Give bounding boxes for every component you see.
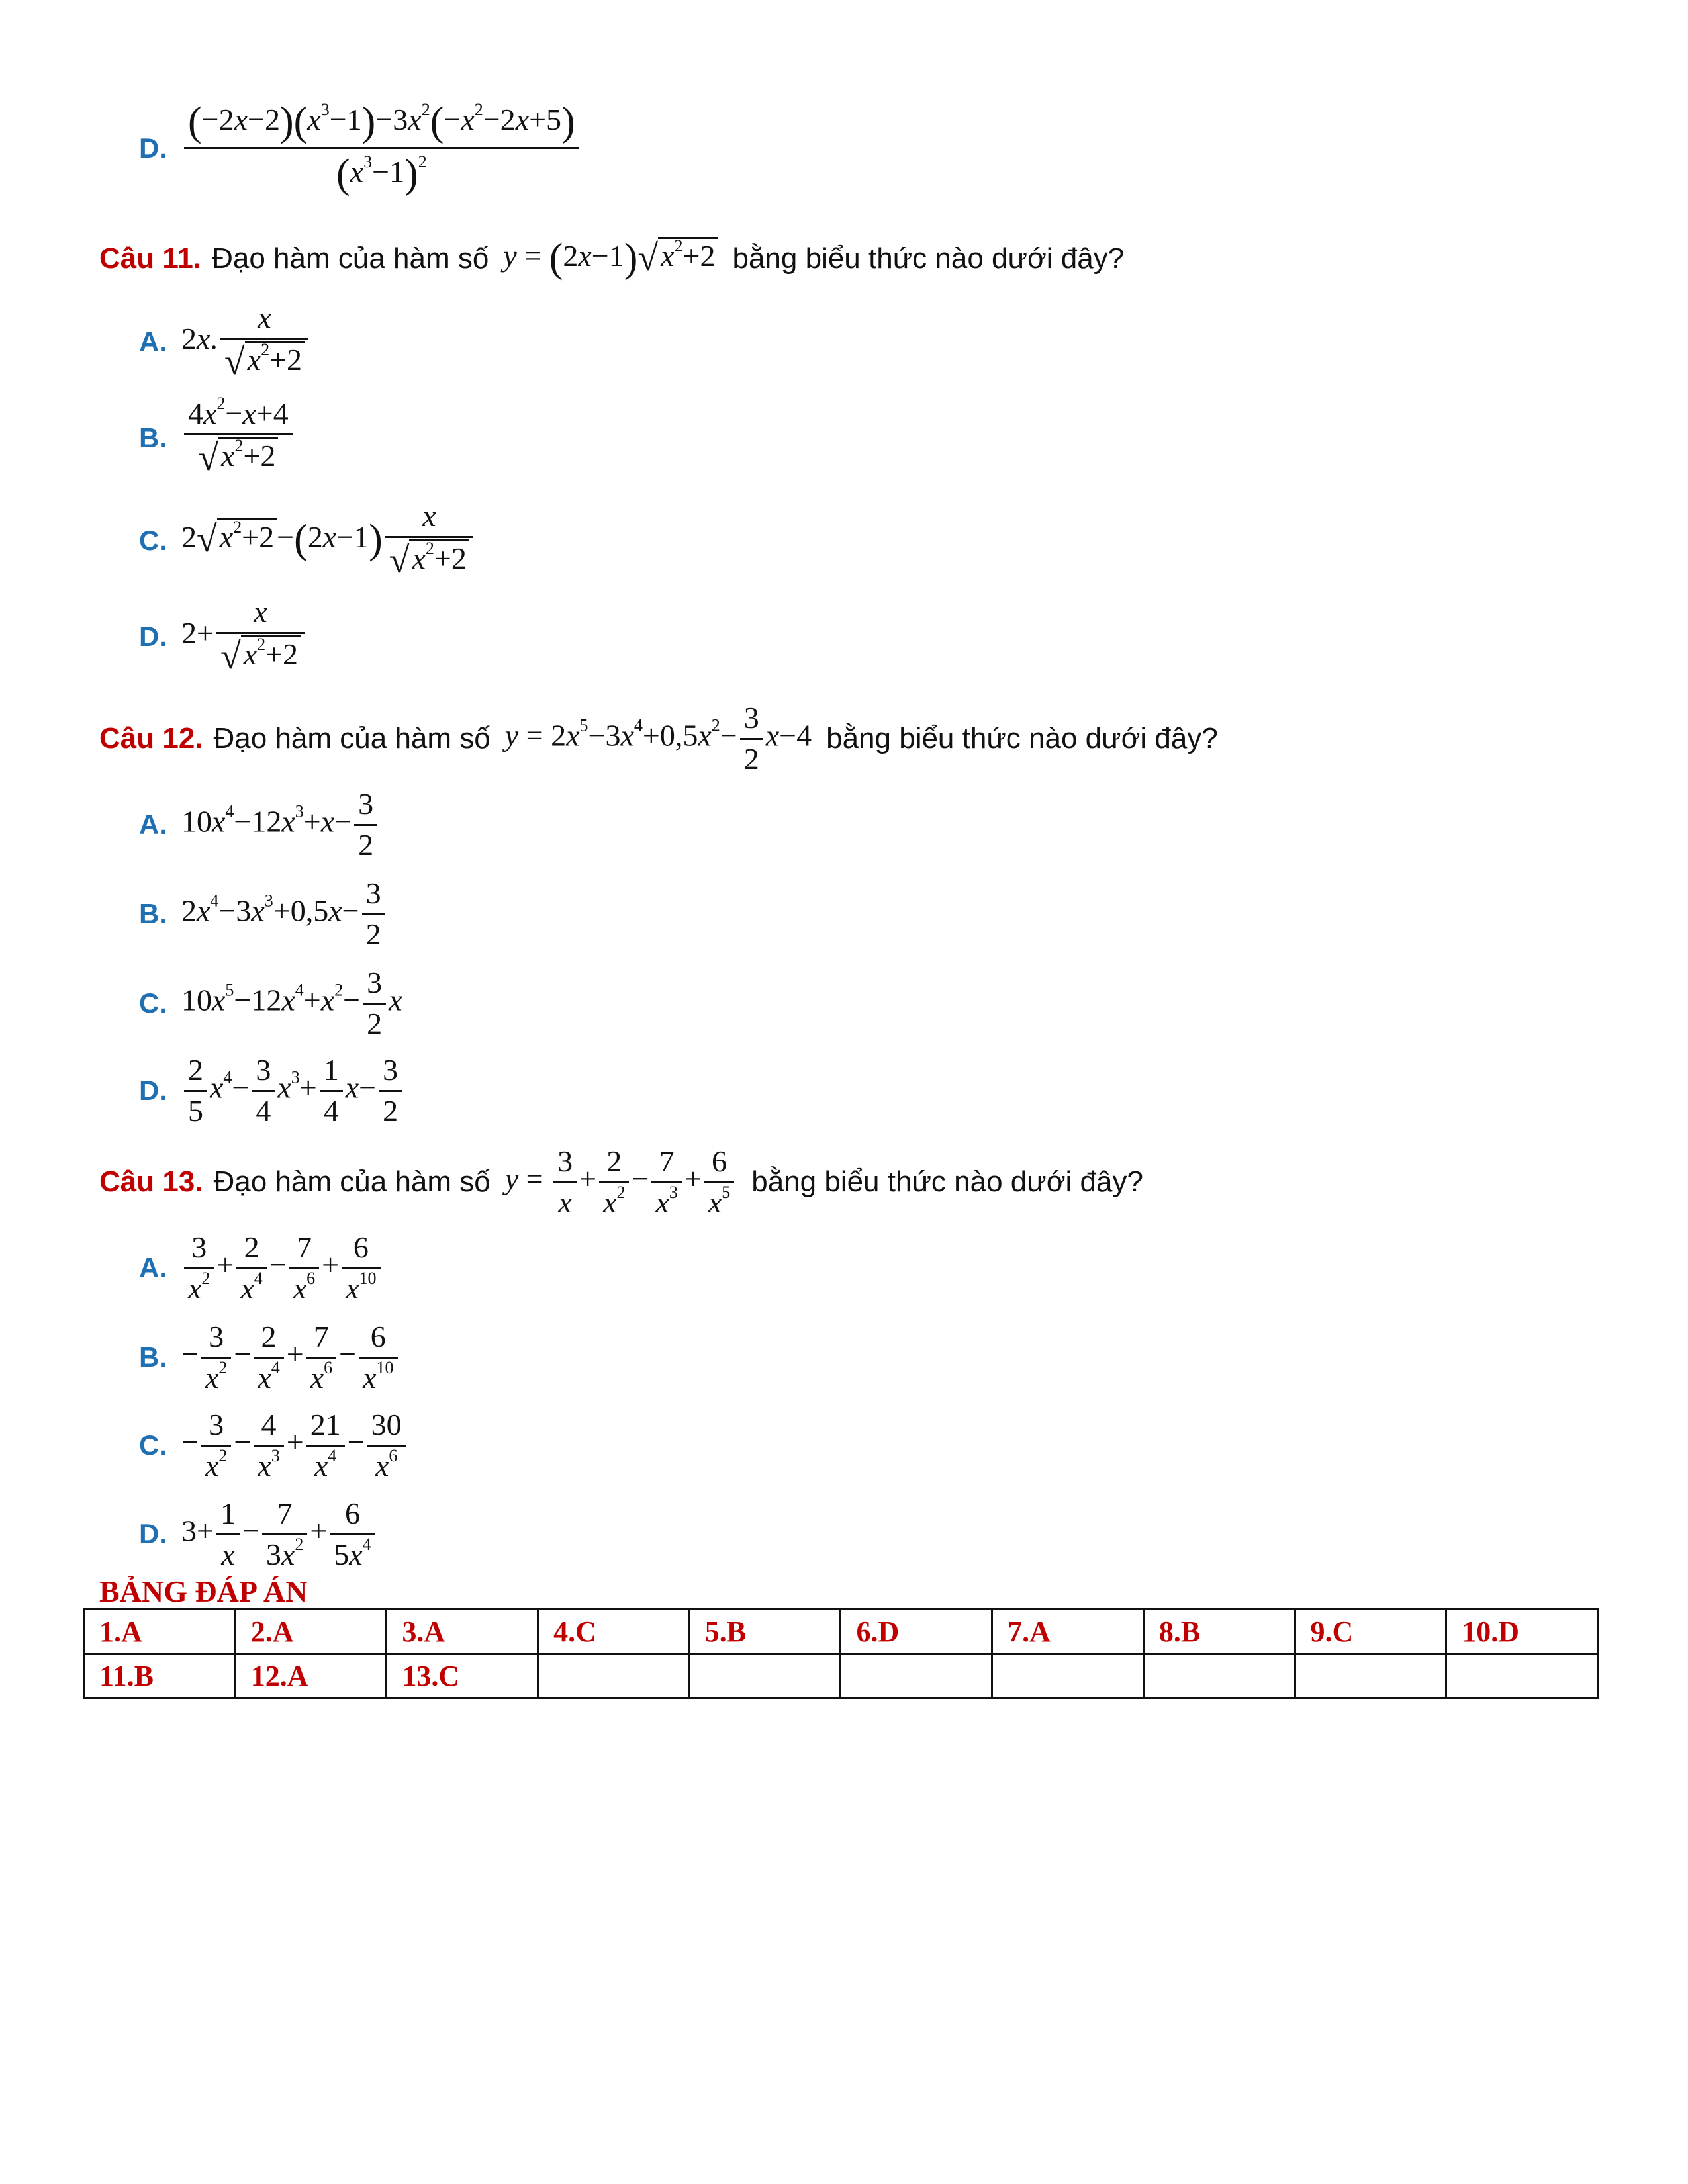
q13-option-a-formula: $\frac{3}{x^2}$ + $\frac{2}{x^4}$ − $\frac{7}{x^6}$ + $\frac{6}{x^{10}}$ — [181, 1231, 383, 1305]
q12-option-d — [139, 1054, 404, 1128]
q11-option-b — [139, 394, 295, 478]
q12-stem — [99, 702, 1218, 776]
q11-option-c — [139, 500, 476, 581]
option-label: D. — [139, 132, 167, 163]
q11-option-c-formula: $2√x^2+2-(2x-1)$ $\frac{x}{√x^2+2}$ — [181, 500, 476, 581]
answer-cell: 11.B — [84, 1654, 236, 1698]
q12-option-c-formula: $10x^5-12x^4+x^2-$ $\frac{3}{2}$ x — [181, 966, 402, 1040]
q12-option-a — [139, 788, 380, 862]
q11-option-d — [139, 596, 307, 677]
option-label: D. — [139, 1075, 167, 1107]
q11-option-a-formula: 2x. $\frac{x}{√x^2+2}$ — [181, 301, 311, 383]
answer-cell — [689, 1654, 841, 1698]
answer-cell — [841, 1654, 992, 1698]
question-tail: bằng biểu thức nào dưới đây? — [732, 242, 1125, 275]
q11-stem — [99, 235, 1124, 282]
question-label: Câu 11. — [99, 242, 202, 275]
answer-cell: 3.A — [387, 1610, 538, 1654]
q13-option-b — [139, 1320, 400, 1394]
answer-cell: 13.C — [387, 1654, 538, 1698]
question-text: Đạo hàm của hàm số — [213, 722, 491, 755]
answer-cell — [1295, 1654, 1446, 1698]
q12-option-b-formula: $2x^4-3x^3+0,5x-$ $\frac{3}{2}$ — [181, 877, 388, 951]
answer-cell: 9.C — [1295, 1610, 1446, 1654]
answer-key-title: BẢNG ĐÁP ÁN — [99, 1574, 308, 1608]
q12-option-b — [139, 877, 388, 951]
q12-option-d-formula: $\frac{2}{5}$ $x^4-$ $\frac{3}{4}$ $x^3+$ $\frac{1}{4}$ x− $\frac{3}{2}$ — [181, 1054, 404, 1128]
q13-option-b-formula: − $\frac{3}{x^2}$ − $\frac{2}{x^4}$ + $\frac{7}{x^6}$ − $\frac{6}{x^{10}}$ — [181, 1320, 400, 1394]
answer-cell: 8.B — [1143, 1610, 1295, 1654]
option-label: B. — [139, 1342, 167, 1373]
option-label: C. — [139, 524, 167, 556]
q13-stem — [99, 1145, 1143, 1219]
answer-cell: 1.A — [84, 1610, 236, 1654]
q13-option-d — [139, 1497, 378, 1571]
q11-option-a — [139, 301, 311, 383]
table-row — [84, 1610, 1598, 1654]
question-label: Câu 13. — [99, 1165, 203, 1199]
q12-option-a-formula: $10x^4-12x^3+x-$ $\frac{3}{2}$ — [181, 788, 380, 862]
q13-option-a — [139, 1231, 383, 1305]
answer-cell — [538, 1654, 690, 1698]
answer-cell: 12.A — [235, 1654, 387, 1698]
question-text: Đạo hàm của hàm số — [212, 242, 489, 275]
answer-cell: 5.B — [689, 1610, 841, 1654]
answer-cell: 7.A — [992, 1610, 1144, 1654]
question-tail: bằng biểu thức nào dưới đây? — [751, 1165, 1143, 1199]
q13-option-c-formula: − $\frac{3}{x^2}$ − $\frac{4}{x^3}$ + $\frac{21}{x^4}$ − $\frac{30}{x^6}$ — [181, 1408, 408, 1482]
answer-cell: 10.D — [1446, 1610, 1598, 1654]
question-text: Đạo hàm của hàm số — [213, 1165, 491, 1199]
option-label: B. — [139, 898, 167, 930]
answer-key-table — [83, 1608, 1599, 1699]
option-label: B. — [139, 422, 167, 453]
question-tail: bằng biểu thức nào dưới đây? — [826, 722, 1218, 755]
q13-option-d-formula: 3+ $\frac{1}{x}$ − $\frac{7}{3x^2}$ + $\frac{6}{5x^4}$ — [181, 1497, 378, 1571]
answer-cell: 4.C — [538, 1610, 690, 1654]
answer-cell — [1143, 1654, 1295, 1698]
q12-option-c — [139, 966, 402, 1040]
option-label: C. — [139, 987, 167, 1019]
q10-option-d-formula: $\frac{(-2x-2)(x^3-1)-3x^2(-x^2-2x+5)}{(x^3-1)^2}$ — [181, 99, 582, 197]
q12-function: $y = 2x^5-3x^4+0,5x^2-$ $\frac{3}{2}$ x−4 — [504, 701, 812, 776]
q13-function: y = $\frac{3}{x}$ + $\frac{2}{x^2}$ − $\frac{7}{x^3}$ + $\frac{6}{x^5}$ — [505, 1145, 737, 1219]
option-label: C. — [139, 1430, 167, 1461]
answer-cell: 6.D — [841, 1610, 992, 1654]
answer-cell: 2.A — [235, 1610, 387, 1654]
q11-option-b-formula: $\frac{4x^2-x+4}{√x^2+2}$ — [181, 397, 295, 478]
option-label: A. — [139, 809, 167, 841]
question-label: Câu 12. — [99, 722, 203, 755]
q10-option-d — [139, 99, 582, 197]
q11-option-d-formula: 2+ $\frac{x}{√x^2+2}$ — [181, 596, 307, 677]
table-row — [84, 1654, 1598, 1698]
option-label: A. — [139, 326, 167, 357]
answer-cell — [992, 1654, 1144, 1698]
option-label: A. — [139, 1252, 167, 1284]
answer-cell — [1446, 1654, 1598, 1698]
q13-option-c — [139, 1408, 408, 1482]
option-label: D. — [139, 620, 167, 652]
q11-function: $y = (2x-1)√x^2+2$ — [503, 235, 718, 282]
option-label: D. — [139, 1518, 167, 1550]
